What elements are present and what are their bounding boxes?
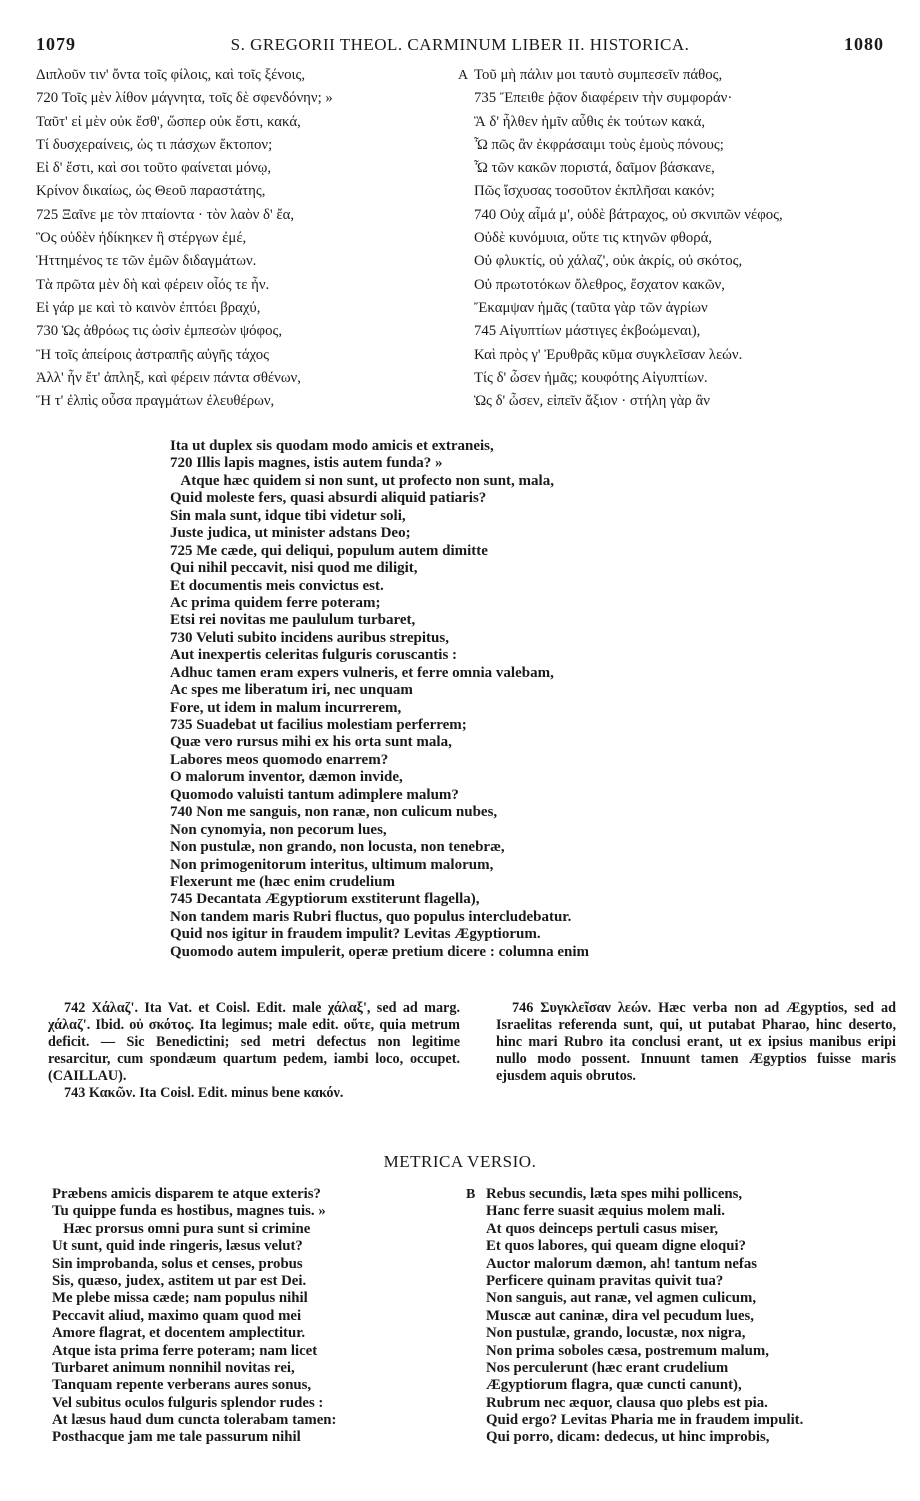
greek-verse-line: Εἰ γάρ με καὶ τὸ καινὸν ἐπτόει βραχύ, [36, 299, 261, 316]
latin-verse-line: Non tandem maris Rubri fluctus, quo populus intercludebatur. [170, 908, 572, 925]
greek-verse-line: Ὃς οὐδὲν ἠδίκηκεν ἢ στέργων ἐμέ, [36, 230, 247, 247]
latin-verse-line: 730 Veluti subito incidens auribus strepitus, [170, 629, 449, 646]
greek-verse-line: Ἀλλ' ἦν ἔτ' ἀπληξ, καὶ φέρειν πάντα σθένων, [36, 369, 301, 386]
footnotes-right-column [496, 1000, 896, 1085]
latin-verse-line: Fore, ut idem in malum incurrerem, [170, 699, 402, 716]
greek-verse-line: Τί δυσχεραίνεις, ὡς τι πάσχων ἔκτοπον; [36, 136, 273, 153]
column-marker-b: B [466, 1187, 476, 1202]
metrical-verse-line: Me plebe missa cæde; nam populus nihil [52, 1290, 308, 1307]
running-title: S. GREGORII THEOL. CARMINUM LIBER II. HISTORICA. [230, 35, 690, 54]
latin-verse-line: Quæ vero rursus mihi ex his orta sunt mala, [170, 734, 452, 751]
greek-verse-line: Οὐ πρωτοτόκων ὄλεθρος, ἔσχατον κακῶν, [474, 276, 725, 293]
greek-verse-line: Ταῦτ' εἰ μὲν οὐκ ἔσθ', ὥσπερ οὐκ ἔστι, κακά, [36, 113, 301, 130]
metrical-verse-line: Non prima soboles cæsa, postremum malum, [486, 1342, 769, 1359]
metrical-verse-line: Hæc prorsus omni pura sunt si crimine [52, 1220, 311, 1237]
metrical-verse-line: Sin improbanda, solus et censes, probus [52, 1255, 303, 1272]
metrical-verse-line: Peccavit aliud, maximo quam quod mei [52, 1307, 302, 1324]
metrical-verse-line: Hanc ferre suasit æquius molem mali. [486, 1203, 725, 1220]
greek-verse-line: Τοῦ μὴ πάλιν μοι ταυτὸ συμπεσεῖν πάθος, [474, 67, 723, 83]
latin-verse-line: O malorum inventor, dæmon invide, [170, 769, 403, 786]
metrical-verse-line: Tu quippe funda es hostibus, magnes tuis. » [52, 1203, 326, 1220]
latin-verse-line: Quid moleste fers, quasi absurdi aliquid patiaris? [170, 490, 487, 507]
metrical-verse-line: Auctor malorum dæmon, ah! tantum nefas [486, 1255, 758, 1272]
greek-verse-line: Πῶς ἴσχυσας τοσοῦτον ἐκπλῆσαι κακόν; [474, 183, 715, 200]
latin-verse-line: Ita ut duplex sis quodam modo amicis et extraneis, [170, 438, 494, 454]
column-marker-a: A [458, 68, 469, 83]
footnote-paragraph: 746 Συγκλεῖσαν λεών. Hæc verba non ad Ægyptios, sed ad Israelitas referenda sunt, qui, ut putabat Pharao, hinc deserto, hinc mari Rubro ita conclusi erant, ut ex ipsius manibus eripi nullo modo possent. Innuunt tamen Ægyptios fuisse maris ejusdem aquis obrutos. [496, 1000, 896, 1084]
metrical-verse-line: Atque ista prima ferre poteram; nam licet [52, 1342, 318, 1359]
latin-verse-line: Quid nos igitur in fraudem impulit? Levitas Ægyptiorum. [170, 926, 541, 943]
latin-verse-line: Flexerunt me (hæc enim crudelium [170, 873, 395, 890]
greek-verse-line: Τὰ πρῶτα μὲν δὴ καὶ φέρειν οἷός τε ἦν. [36, 276, 270, 293]
metrical-version-right-column [466, 1186, 896, 1447]
greek-verse-line: Ὦ πῶς ἂν ἐκφράσαιμι τοὺς ἐμοὺς πόνους; [474, 136, 724, 153]
metrical-verse-line: At quos deinceps pertuli casus miser, [486, 1220, 719, 1237]
latin-verse-line: Ac spes me liberatum iri, nec unquam [170, 682, 413, 699]
greek-verse-line: Οὐ φλυκτίς, οὐ χάλαζ', οὐκ ἀκρίς, οὐ σκότος, [474, 253, 743, 270]
metrical-verse-line: Amore flagrat, et docentem amplectitur. [52, 1325, 306, 1342]
metrical-verse-line: Ut sunt, quid inde ringeris, læsus velut? [52, 1238, 303, 1255]
metrical-verse-line: Sis, quæso, judex, astitem ut par est Dei. [52, 1272, 307, 1289]
footnote-paragraph: 742 Χάλαζ'. Ita Vat. et Coisl. Edit. male χάλαξ', sed ad marg. χάλαζ'. Ibid. οὐ σκότος. Ita legimus; male edit. οὔτε, quia metrum deficit. — Sic Benedictini; sed metri defectus non legitime resarcitur, cum spondæum quartum pedem, iambi loco, occupet. (CAILLAU). [48, 1000, 460, 1084]
greek-verse-line: Διπλοῦν τιν' ὄντα τοῖς φίλοις, καὶ τοῖς ξένοις, [36, 67, 306, 83]
greek-verse-line: 745 Αἰγυπτίων μάστιγες ἐκβοώμεναι), [474, 323, 701, 340]
greek-verse-line: 725 Ξαῖνε με τὸν πταίοντα · τὸν λαὸν δ' ἔα, [36, 206, 295, 223]
latin-verse-line: Atque hæc quidem si non sunt, ut profecto non sunt, mala, [170, 472, 554, 489]
latin-verse-line: Etsi rei novitas me paululum turbaret, [170, 612, 416, 629]
latin-verse-line: 740 Non me sanguis, non ranæ, non culicum nubes, [170, 804, 498, 821]
latin-verse-line: Labores meos quomodo enarrem? [170, 751, 389, 768]
greek-verse-line: Ἃ δ' ἦλθεν ἡμῖν αὖθις ἐκ τούτων κακά, [474, 113, 706, 130]
metrical-verse-line: Ægyptiorum flagra, quæ cuncti canunt), [486, 1377, 742, 1394]
latin-translation [170, 438, 730, 961]
metrical-verse-line: Tanquam repente verberans aures sonus, [52, 1377, 312, 1394]
metrical-verse-line: Muscæ aut caninæ, dira vel pecudum lues, [486, 1307, 755, 1324]
greek-verse-line: Ἡττημένος τε τῶν ἐμῶν διδαγμάτων. [36, 253, 257, 270]
metrical-verse-line: Non sanguis, aut ranæ, vel agmen culicum, [486, 1290, 757, 1307]
latin-verse-line: Ac prima quidem ferre poteram; [170, 594, 381, 611]
greek-verse-line: Κρίνον δικαίως, ὡς Θεοῦ παραστάτης, [36, 183, 266, 200]
latin-verse-line: 745 Decantata Ægyptiorum exstiterunt flagella), [170, 891, 480, 908]
greek-verse-line: Ὦ τῶν κακῶν ποριστά, δαῖμον βάσκανε, [474, 160, 715, 177]
latin-verse-line: Non pustulæ, non grando, non locusta, non tenebræ, [170, 839, 505, 856]
greek-verse-line: Τίς δ' ὦσεν ἡμᾶς; κουφότης Αἰγυπτίων. [474, 369, 708, 386]
greek-verse-line: Ἔκαμψαν ἡμᾶς (ταῦτα γὰρ τῶν ἀγρίων [474, 299, 708, 316]
greek-verse-line: Ἥ τ' ἐλπὶς οὖσα πραγμάτων ἐλευθέρων, [36, 393, 275, 410]
greek-verse-line: Ἢ τοῖς ἀπείροις ἀστραπῆς αὐγῆς τάχος [36, 346, 270, 363]
metrical-version-left-column [52, 1186, 452, 1447]
greek-verse-line: 720 Τοῖς μὲν λίθον μάγνητα, τοῖς δὲ σφενδόνην; » [36, 90, 333, 107]
greek-verse-line: 730 Ὡς ἀθρόως τις ὠσὶν ἐμπεσὼν ψόφος, [36, 323, 283, 340]
greek-text-right-column [458, 64, 894, 413]
metrical-verse-line: At læsus haud dum cuncta tolerabam tamen: [52, 1412, 337, 1429]
metrical-verse-line: Et quos labores, qui queam digne eloqui? [486, 1238, 746, 1255]
greek-verse-line: Εἰ δ' ἔστι, καὶ σοι τοῦτο φαίνεται μόνῳ, [36, 160, 272, 177]
latin-verse-line: Adhuc tamen eram expers vulneris, et ferre omnia valebam, [170, 664, 554, 681]
metrical-verse-line: Nos perculerunt (hæc erant crudelium [486, 1359, 729, 1376]
metrical-verse-line: Non pustulæ, grando, locustæ, nox nigra, [486, 1325, 746, 1342]
metrical-verse-line: Rebus secundis, læta spes mihi pollicens, [486, 1186, 743, 1202]
metrical-verse-line: Rubrum nec æquor, clausa quo plebs est pia. [486, 1394, 768, 1411]
greek-verse-line: 735 Ἔπειθε ῥᾷον διαφέρειν τὴν συμφοράν· [474, 90, 733, 107]
section-title-metrica-versio: METRICA VERSIO. [383, 1152, 537, 1171]
greek-verse-line: 740 Οὐχ αἷμά μ', οὐδὲ βάτραχος, οὐ σκνιπῶν νέφος, [474, 206, 783, 223]
latin-verse-line: Quomodo valuisti tantum adimplere malum? [170, 786, 459, 803]
latin-verse-line: 735 Suadebat ut facilius molestiam perferrem; [170, 717, 467, 733]
latin-verse-line: Non primogenitorum interitus, ultimum malorum, [170, 856, 494, 873]
latin-verse-line: Et documentis meis convictus est. [170, 577, 384, 594]
greek-text-left-column [36, 64, 446, 413]
metrical-verse-line: Quid ergo? Levitas Pharia me in fraudem impulit. [486, 1412, 804, 1429]
page-number-left: 1079 [36, 34, 76, 54]
greek-verse-line: Καὶ πρὸς γ' Ἐρυθρᾶς κῦμα συγκλεῖσαν λεών. [474, 346, 743, 363]
footnote-paragraph: 743 Κακῶν. Ita Coisl. Edit. minus bene κακόν. [64, 1084, 344, 1101]
metrical-verse-line: Perficere quinam pravitas quivit tua? [486, 1272, 724, 1289]
greek-verse-line: Οὐδὲ κυνόμυια, οὔτε τις κτηνῶν φθορά, [474, 230, 713, 247]
greek-verse-line: Ὡς δ' ὦσεν, εἰπεῖν ἄξιον · στήλη γὰρ ἂν [474, 393, 710, 410]
latin-verse-line: 720 Illis lapis magnes, istis autem funda? » [170, 455, 443, 472]
metrical-verse-line: Qui porro, dicam: dedecus, ut hinc improbis, [486, 1429, 770, 1446]
latin-verse-line: Qui nihil peccavit, nisi quod me diligit, [170, 560, 418, 577]
running-header [36, 34, 884, 56]
page-number-right: 1080 [844, 34, 884, 54]
latin-verse-line: Quomodo autem impulerit, operæ pretium dicere : columna enim [170, 943, 589, 960]
metrical-verse-line: Posthacque jam me tale passurum nihil [52, 1429, 301, 1446]
latin-verse-line: Non cynomyia, non pecorum lues, [170, 821, 387, 838]
latin-verse-line: 725 Me cæde, qui deliqui, populum autem dimitte [170, 542, 488, 559]
latin-verse-line: Sin mala sunt, idque tibi videtur soli, [170, 507, 406, 524]
metrical-verse-line: Vel subitus oculos fulguris splendor rudes : [52, 1394, 324, 1411]
metrical-verse-line: Turbaret animum nonnihil novitas rei, [52, 1359, 295, 1376]
metrical-verse-line: Præbens amicis disparem te atque exteris? [52, 1186, 321, 1202]
footnotes-left-column [48, 1000, 460, 1101]
latin-verse-line: Juste judica, ut minister adstans Deo; [170, 525, 411, 542]
latin-verse-line: Aut inexpertis celeritas fulguris coruscantis : [170, 647, 458, 664]
